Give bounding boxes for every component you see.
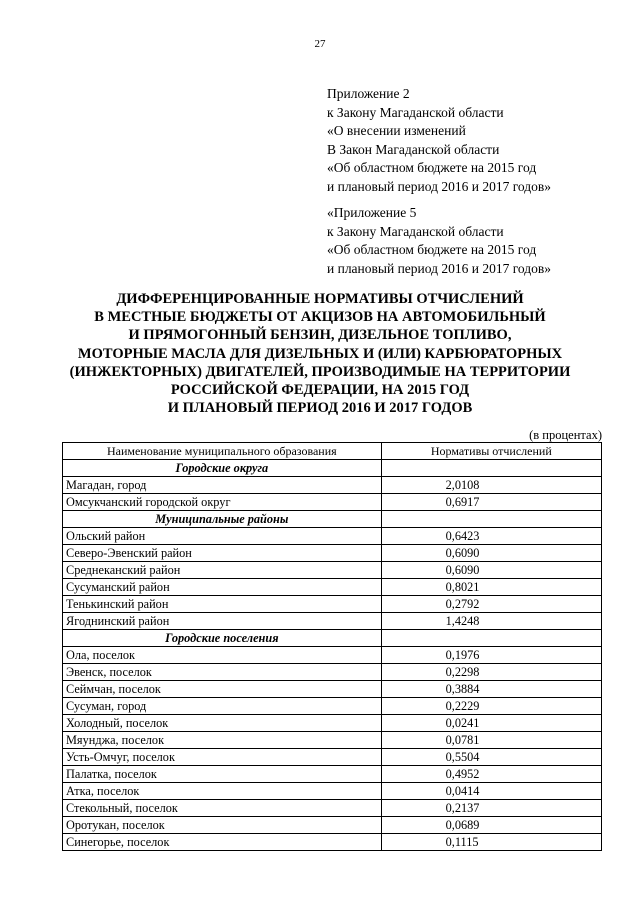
table-row <box>63 664 602 681</box>
section-empty-cell <box>381 460 601 477</box>
appendix-subheader-line: «Приложение 5 <box>327 205 417 220</box>
appendix-header-line: В Закон Магаданской области <box>327 141 500 157</box>
municipality-name: Палатка, поселок <box>63 766 382 783</box>
table-row <box>63 528 602 545</box>
norms-table <box>62 442 602 851</box>
norm-value: 0,6423 <box>381 528 601 545</box>
norm-value: 0,0781 <box>381 732 601 749</box>
norm-value: 1,4248 <box>381 613 601 630</box>
municipality-name: Сеймчан, поселок <box>63 681 382 698</box>
norm-value: 0,8021 <box>381 579 601 596</box>
column-header-value: Нормативы отчислений <box>381 443 601 460</box>
norm-value: 0,2792 <box>381 596 601 613</box>
municipality-name: Северо-Эвенский район <box>63 545 382 562</box>
norm-value: 0,2229 <box>381 698 601 715</box>
appendix-subheader <box>327 204 627 278</box>
municipality-name: Оротукан, поселок <box>63 817 382 834</box>
municipality-name: Ольский район <box>63 528 382 545</box>
norm-value: 0,5504 <box>381 749 601 766</box>
section-empty-cell <box>381 630 601 647</box>
table-row <box>63 545 602 562</box>
title-line: РОССИЙСКОЙ ФЕДЕРАЦИИ, НА 2015 ГОД <box>170 382 470 399</box>
section-row-city-districts <box>63 460 602 477</box>
title-line: (ИНЖЕКТОРНЫХ) ДВИГАТЕЛЕЙ, ПРОИЗВОДИМЫЕ НА ТЕРРИТОРИИ <box>69 363 571 380</box>
title-line: И ПЛАНОВЫЙ ПЕРИОД 2016 И 2017 ГОДОВ <box>167 400 473 417</box>
table-row <box>63 715 602 732</box>
title-line: И ПРЯМОГОННЫЙ БЕНЗИН, ДИЗЕЛЬНОЕ ТОПЛИВО, <box>128 327 512 344</box>
norm-value: 0,2298 <box>381 664 601 681</box>
municipality-name: Тенькинский район <box>63 596 382 613</box>
title-line: В МЕСТНЫЕ БЮДЖЕТЫ ОТ АКЦИЗОВ НА АВТОМОБИЛЬНЫЙ <box>94 309 546 326</box>
norm-value: 0,0414 <box>381 783 601 800</box>
municipality-name: Магадан, город <box>63 477 382 494</box>
table-row <box>63 749 602 766</box>
table-row <box>63 834 602 851</box>
section-row-municipal-districts <box>63 511 602 528</box>
page-number: 27 <box>314 38 326 50</box>
municipality-name: Холодный, поселок <box>63 715 382 732</box>
municipality-name: Мяунджа, поселок <box>63 732 382 749</box>
appendix-header-line: и плановый период 2016 и 2017 годов» <box>327 178 552 194</box>
appendix-header-line: Приложение 2 <box>327 86 410 101</box>
table-row <box>63 681 602 698</box>
municipality-name: Сусуман, город <box>63 698 382 715</box>
table-row <box>63 783 602 800</box>
municipality-name: Среднеканский район <box>63 562 382 579</box>
section-empty-cell <box>381 511 601 528</box>
table-row <box>63 477 602 494</box>
norm-value: 0,4952 <box>381 766 601 783</box>
section-title: Городские поселения <box>63 630 382 647</box>
column-header-name: Наименование муниципального образования <box>63 443 382 460</box>
municipality-name: Атка, поселок <box>63 783 382 800</box>
table-header-row <box>63 443 602 460</box>
municipality-name: Синегорье, поселок <box>63 834 382 851</box>
table-row <box>63 800 602 817</box>
norm-value: 0,0241 <box>381 715 601 732</box>
table-row <box>63 647 602 664</box>
title-line: МОТОРНЫЕ МАСЛА ДЛЯ ДИЗЕЛЬНЫХ И (ИЛИ) КАРБЮРАТОРНЫХ <box>77 345 563 362</box>
municipality-name: Усть-Омчуг, поселок <box>63 749 382 766</box>
municipality-name: Стекольный, поселок <box>63 800 382 817</box>
units-note: (в процентах) <box>529 428 602 442</box>
norm-value: 2,0108 <box>381 477 601 494</box>
table-row <box>63 817 602 834</box>
section-row-urban-settlements <box>63 630 602 647</box>
norm-value: 0,1976 <box>381 647 601 664</box>
municipality-name: Эвенск, поселок <box>63 664 382 681</box>
norm-value: 0,1115 <box>381 834 601 851</box>
municipality-name: Ола, поселок <box>63 647 382 664</box>
norm-value: 0,0689 <box>381 817 601 834</box>
table-row <box>63 732 602 749</box>
appendix-header-line: «Об областном бюджете на 2015 год <box>327 160 537 175</box>
document-title <box>40 290 600 417</box>
table-row <box>63 698 602 715</box>
table-row <box>63 596 602 613</box>
table-row <box>63 766 602 783</box>
table-row <box>63 613 602 630</box>
municipality-name: Ягоднинский район <box>63 613 382 630</box>
appendix-subheader-line: «Об областном бюджете на 2015 год <box>327 242 537 257</box>
table-row <box>63 494 602 511</box>
appendix-subheader-line: и плановый период 2016 и 2017 годов» <box>327 260 552 276</box>
municipality-name: Сусуманский район <box>63 579 382 596</box>
table-row <box>63 562 602 579</box>
norm-value: 0,6917 <box>381 494 601 511</box>
municipality-name: Омсукчанский городской округ <box>63 494 382 511</box>
norm-value: 0,6090 <box>381 562 601 579</box>
norm-value: 0,6090 <box>381 545 601 562</box>
title-line: ДИФФЕРЕНЦИРОВАННЫЕ НОРМАТИВЫ ОТЧИСЛЕНИЙ <box>116 291 524 307</box>
appendix-header-line: «О внесении изменений <box>327 123 466 138</box>
appendix-header <box>327 85 627 196</box>
appendix-header-line: к Закону Магаданской области <box>327 104 504 120</box>
appendix-subheader-line: к Закону Магаданской области <box>327 223 504 239</box>
section-title: Городские округа <box>63 460 382 477</box>
section-title: Муниципальные районы <box>63 511 382 528</box>
norm-value: 0,2137 <box>381 800 601 817</box>
norm-value: 0,3884 <box>381 681 601 698</box>
table-row <box>63 579 602 596</box>
